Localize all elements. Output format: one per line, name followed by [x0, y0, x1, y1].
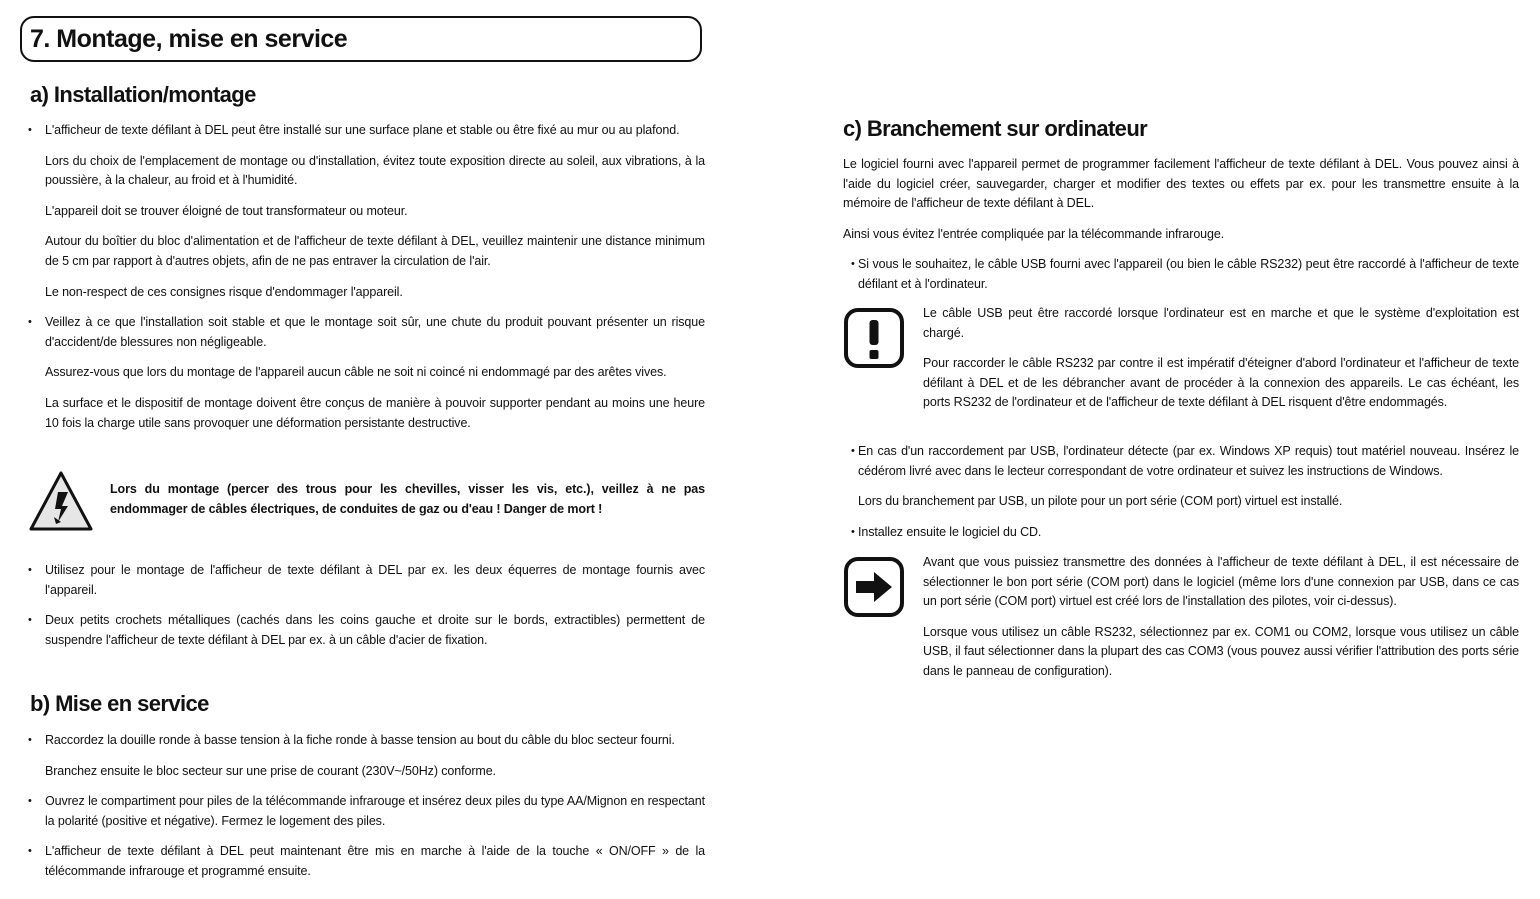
list-item: • L'afficheur de texte défilant à DEL peut être installé sur une surface plane et stable ou être fixé au mur ou au plafond.	[20, 121, 705, 141]
paragraph: L'appareil doit se trouver éloigné de tout transformateur ou moteur.	[45, 203, 408, 218]
warning-text: Lors du montage (percer des trous pour les chevilles, visser les vis, etc.), veillez à ne pas endommager de câbles électriques, de conduites de gaz ou d'eau ! Danger de mort !	[110, 482, 705, 516]
high-voltage-warning-icon	[28, 470, 94, 532]
section-a-body-2	[20, 561, 705, 650]
paragraph: Le logiciel fourni avec l'appareil permet de programmer facilement l'afficheur de texte défilant à DEL. Vous pouvez ainsi à l'aide du logiciel créer, sauvegarder, charger et modifier des textes ou effets par ex. pour les transmettre ensuite à la mémoire de l'afficheur de texte défilant à DEL.	[843, 157, 1519, 211]
section-c-body-2	[843, 442, 1519, 542]
list-item: • Utilisez pour le montage de l'afficheur de texte défilant à DEL par ex. les deux équerres de montage fournis avec l'appareil.	[20, 561, 705, 600]
arrow-right-icon	[843, 556, 905, 618]
paragraph: Assurez-vous que lors du montage de l'appareil aucun câble ne soit ni coincé ni endommagé par des arêtes vives.	[45, 365, 667, 380]
paragraph: Branchez ensuite le bloc secteur sur une prise de courant (230V~/50Hz) conforme.	[45, 763, 496, 778]
note-1	[923, 304, 1519, 413]
chapter-title: 7. Montage, mise en service	[20, 16, 702, 62]
paragraph: Pour raccorder le câble RS232 par contre il est impératif d'éteigner d'abord l'ordinateur et l'afficheur de texte défilant à DEL et de les débrancher avant de procéder à la connexion des appareils. Le cas échéant, les ports RS232 de l'ordinateur et de l'afficheur de texte défilant à DEL risquent d'être endommagés.	[923, 356, 1519, 410]
section-a-heading: a) Installation/montage	[30, 82, 256, 107]
section-c-body	[843, 155, 1519, 295]
list-item: • En cas d'un raccordement par USB, l'ordinateur détecte (par ex. Windows XP requis) tout matériel nouveau. Insérez le cédérom livré avec dans le lecteur correspondant de votre ordinateur et suivez les instructions de Windows.	[843, 442, 1519, 481]
list-item: • Installez ensuite le logiciel du CD.	[843, 523, 1519, 543]
exclamation-icon	[843, 307, 905, 369]
list-item: • L'afficheur de texte défilant à DEL peut maintenant être mis en marche à l'aide de la touche « ON/OFF » de la télécommande infrarouge et programmé ensuite.	[20, 842, 705, 881]
paragraph: Autour du boîtier du bloc d'alimentation et de l'afficheur de texte défilant à DEL, veuillez maintenir une distance minimum de 5 cm par rapport à d'autres objets, afin de ne pas entraver la circulation de l'air.	[45, 234, 705, 268]
paragraph: Avant que vous puissiez transmettre des données à l'afficheur de texte défilant à DEL, il est nécessaire de sélectionner le bon port série (COM port) dans le logiciel (même lors d'une connexion par USB, dans ce cas un port série (COM port) virtuel est créé lors de l'installation des pilotes, voir ci-dessus).	[923, 555, 1519, 609]
paragraph: Lors du branchement par USB, un pilote pour un port série (COM port) virtuel est installé.	[858, 494, 1343, 509]
list-item: • Si vous le souhaitez, le câble USB fourni avec l'appareil (ou bien le câble RS232) peut être raccordé à l'afficheur de texte défilant et à l'ordinateur.	[843, 255, 1519, 294]
list-item: • Ouvrez le compartiment pour piles de la télécommande infrarouge et insérez deux piles du type AA/Mignon en respectant la polarité (positive et négative). Fermez le logement des piles.	[20, 792, 705, 831]
list-item: • Deux petits crochets métalliques (cachés dans les coins gauche et droite sur le bords, extractibles) permettent de suspendre l'afficheur de texte défilant à DEL par ex. à un câble d'acier de fixation.	[20, 611, 705, 650]
paragraph: La surface et le dispositif de montage doivent être conçus de manière à pouvoir supporter pendant au moins une heure 10 fois la charge utile sans provoquer une déformation persistante destructive.	[45, 395, 705, 430]
paragraph: Ainsi vous évitez l'entrée compliquée par la télécommande infrarouge.	[843, 226, 1225, 241]
section-b-heading: b) Mise en service	[30, 691, 209, 716]
paragraph: Lorsque vous utilisez un câble RS232, sélectionnez par ex. COM1 ou COM2, lorsque vous utilisez un câble USB, il faut sélectionner dans la plupart des cas COM3 (vous pouvez aussi vérifier l'attribution des ports série dans le panneau de configuration).	[923, 624, 1519, 678]
list-item: • Veillez à ce que l'installation soit stable et que le montage soit sûr, une chute du produit pouvant présenter un risque d'accident/de blessures non négligeable.	[20, 313, 705, 352]
list-item: • Raccordez la douille ronde à basse tension à la fiche ronde à basse tension au bout du câble du bloc secteur fourni.	[20, 731, 705, 751]
section-a-body	[20, 121, 705, 433]
section-b-body	[20, 731, 705, 882]
paragraph: Le non-respect de ces consignes risque d'endommager l'appareil.	[45, 284, 403, 299]
note-2	[923, 553, 1519, 682]
paragraph: Le câble USB peut être raccordé lorsque l'ordinateur est en marche et que le système d'exploitation est chargé.	[923, 306, 1519, 340]
paragraph: Lors du choix de l'emplacement de montage ou d'installation, évitez toute exposition directe au soleil, aux vibrations, à la poussière, à la chaleur, au froid et à l'humidité.	[45, 153, 705, 188]
section-c-heading: c) Branchement sur ordinateur	[843, 116, 1148, 141]
